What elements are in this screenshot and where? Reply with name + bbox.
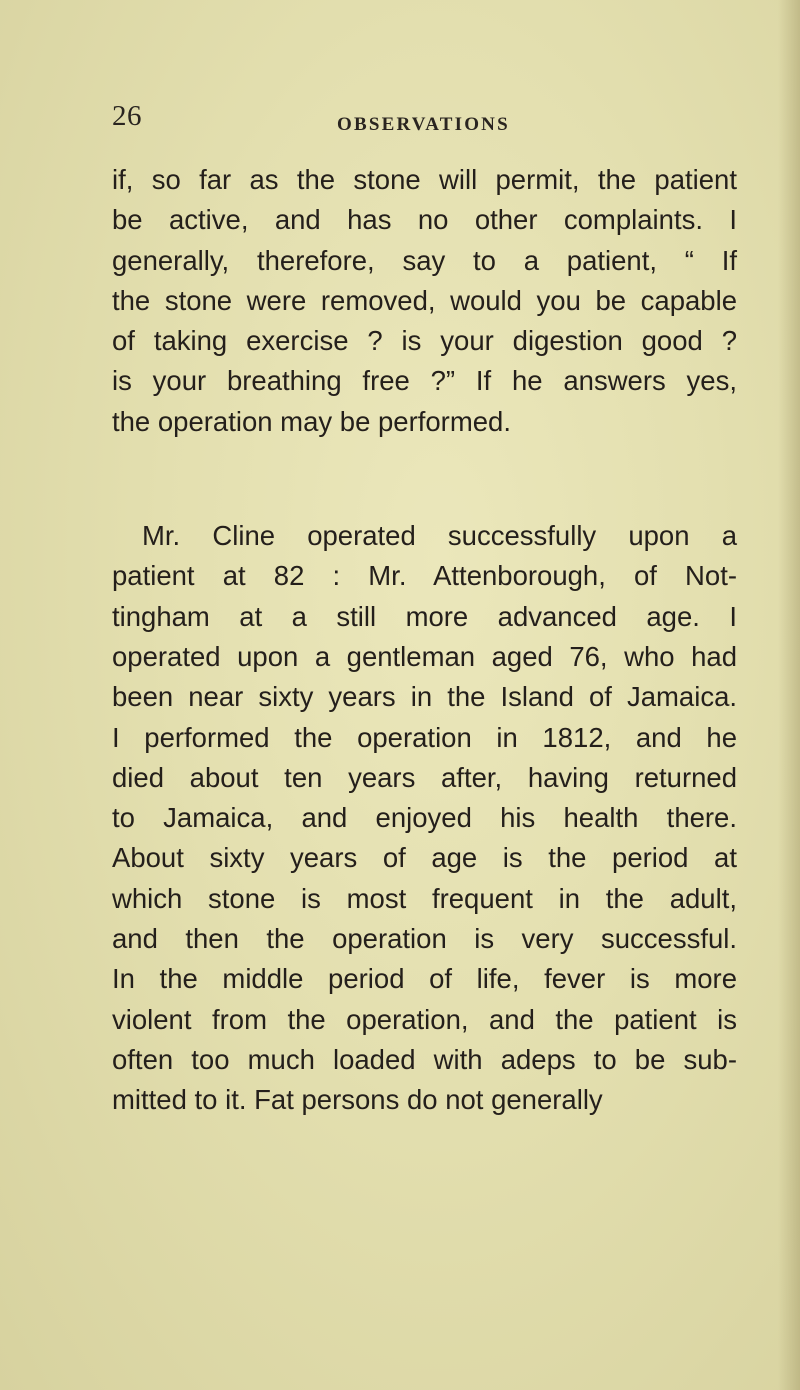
text-line: Mr. Cline operated successfully upon a (142, 520, 737, 552)
text-line: violent from the operation, and the patient is (112, 1003, 737, 1035)
text-line: the stone were removed, would you be capable (112, 284, 737, 316)
text-line: I performed the operation in 1812, and he (112, 721, 737, 753)
text-line: the operation may be performed. (112, 405, 511, 437)
text-line: been near sixty years in the Island of Jamaica. (112, 681, 737, 713)
text-line: tingham at a still more advanced age. I (112, 600, 737, 632)
text-line: and then the operation is very successful. (112, 923, 737, 955)
text-line: generally, therefore, say to a patient, “ If (112, 244, 737, 276)
text-line: operated upon a gentleman aged 76, who had (112, 640, 737, 672)
page-edge-shadow (778, 0, 800, 1390)
text-line: patient at 82 : Mr. Attenborough, of Not- (112, 560, 737, 592)
text-line: often too much loaded with adeps to be sub- (112, 1043, 737, 1075)
page-header (112, 100, 672, 140)
text-line: About sixty years of age is the period at (112, 842, 737, 874)
text-line: mitted to it. Fat persons do not generally (112, 1084, 603, 1116)
text-line: In the middle period of life, fever is more (112, 963, 737, 995)
paragraph-gap (112, 442, 737, 516)
text-line: is your breathing free ?” If he answers yes, (112, 365, 737, 397)
paragraph (112, 160, 737, 442)
body-text (112, 160, 737, 1121)
text-line: died about ten years after, having returned (112, 761, 737, 793)
text-line: if, so far as the stone will permit, the patient (112, 164, 737, 195)
text-line: of taking exercise ? is your digestion good ? (112, 325, 737, 357)
page-number: 26 (112, 100, 142, 132)
text-line: to Jamaica, and enjoyed his health there. (112, 802, 737, 834)
running-head: OBSERVATIONS (337, 114, 510, 135)
text-line: be active, and has no other complaints. I (112, 204, 737, 236)
text-line: which stone is most frequent in the adult, (112, 882, 737, 914)
paragraph (112, 516, 737, 1120)
